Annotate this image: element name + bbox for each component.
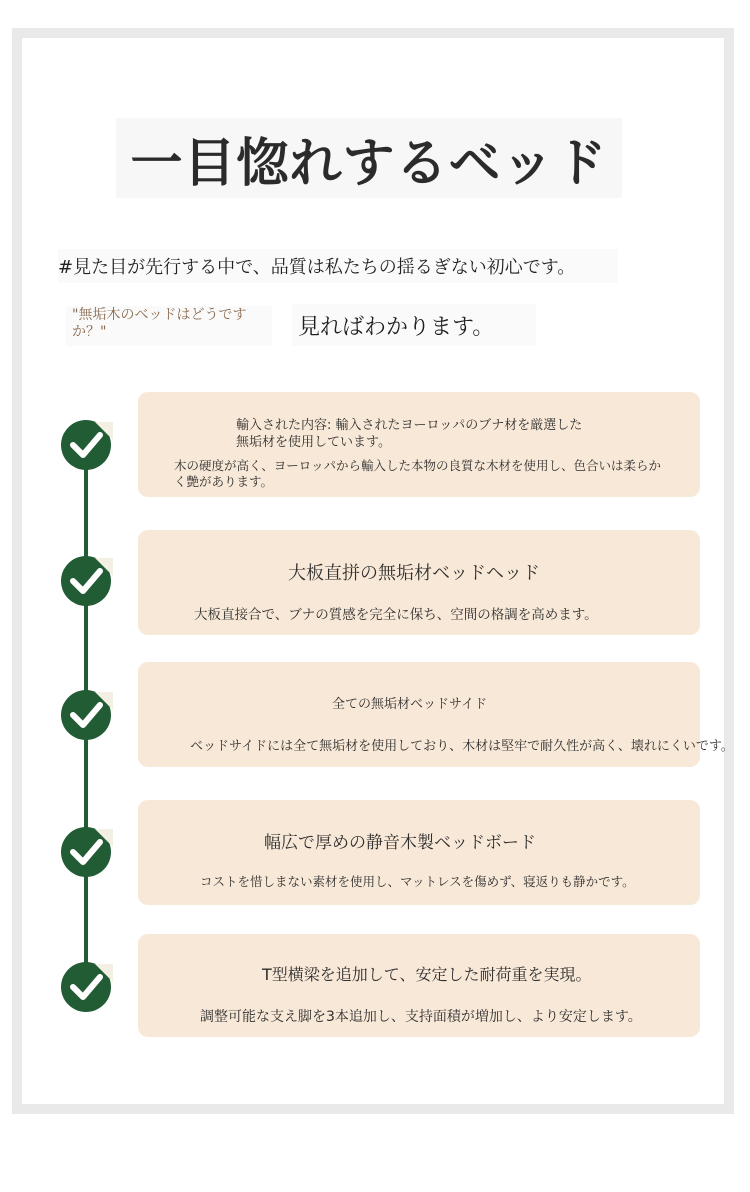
feature-card-bedboard	[138, 800, 700, 905]
question-text: "無垢木のベッドはどうですか？"	[66, 306, 272, 346]
page-title: 一目惚れするベッド	[130, 133, 608, 194]
answer-text: 見ればわかります。	[292, 304, 536, 346]
feature-desc: 大板直接合で、ブナの質感を完全に保ち、空間の格調を高めます。	[194, 607, 598, 623]
feature-desc: コストを惜しまない素材を使用し、マットレスを傷めず、寝返りも静かです。	[200, 874, 635, 889]
check-icon	[61, 827, 111, 877]
title-banner	[116, 118, 622, 198]
subheading: #見た目が先行する中で、品質は私たちの揺るぎない初心です。	[58, 249, 618, 283]
feature-card-imported-beech	[138, 392, 700, 497]
check-icon	[61, 962, 111, 1012]
feature-heading: T型横梁を追加して、安定した耐荷重を実現。	[262, 965, 592, 984]
feature-heading-line1: 輸入された内容: 輸入されたヨーロッパのブナ材を厳選した	[236, 418, 583, 433]
feature-heading: 大板直拼の無垢材ベッドヘッド	[288, 563, 540, 584]
feature-desc: 調整可能な支え脚を3本追加し、支持面積が増加し、より安定します。	[200, 1009, 642, 1025]
feature-card-bedside	[138, 662, 734, 767]
check-icon	[61, 690, 111, 740]
feature-desc-line2: く艶があります。	[174, 474, 274, 489]
feature-heading-line2: 無垢材を使用しています。	[236, 435, 391, 450]
feature-card-t-beam	[138, 934, 700, 1037]
feature-heading: 幅広で厚めの静音木製ベッドボード	[264, 833, 536, 853]
feature-desc-line1: 木の硬度が高く、ヨーロッパから輸入した本物の良質な木材を使用し、色合いは柔らか	[174, 458, 662, 473]
check-icon	[61, 556, 111, 606]
feature-card-headboard	[138, 530, 700, 635]
feature-heading: 全ての無垢材ベッドサイド	[332, 697, 488, 712]
feature-desc: ベッドサイドには全て無垢材を使用しており、木材は堅牢で耐久性が高く、壊れにくいです。	[190, 739, 734, 754]
check-icon	[61, 420, 111, 470]
